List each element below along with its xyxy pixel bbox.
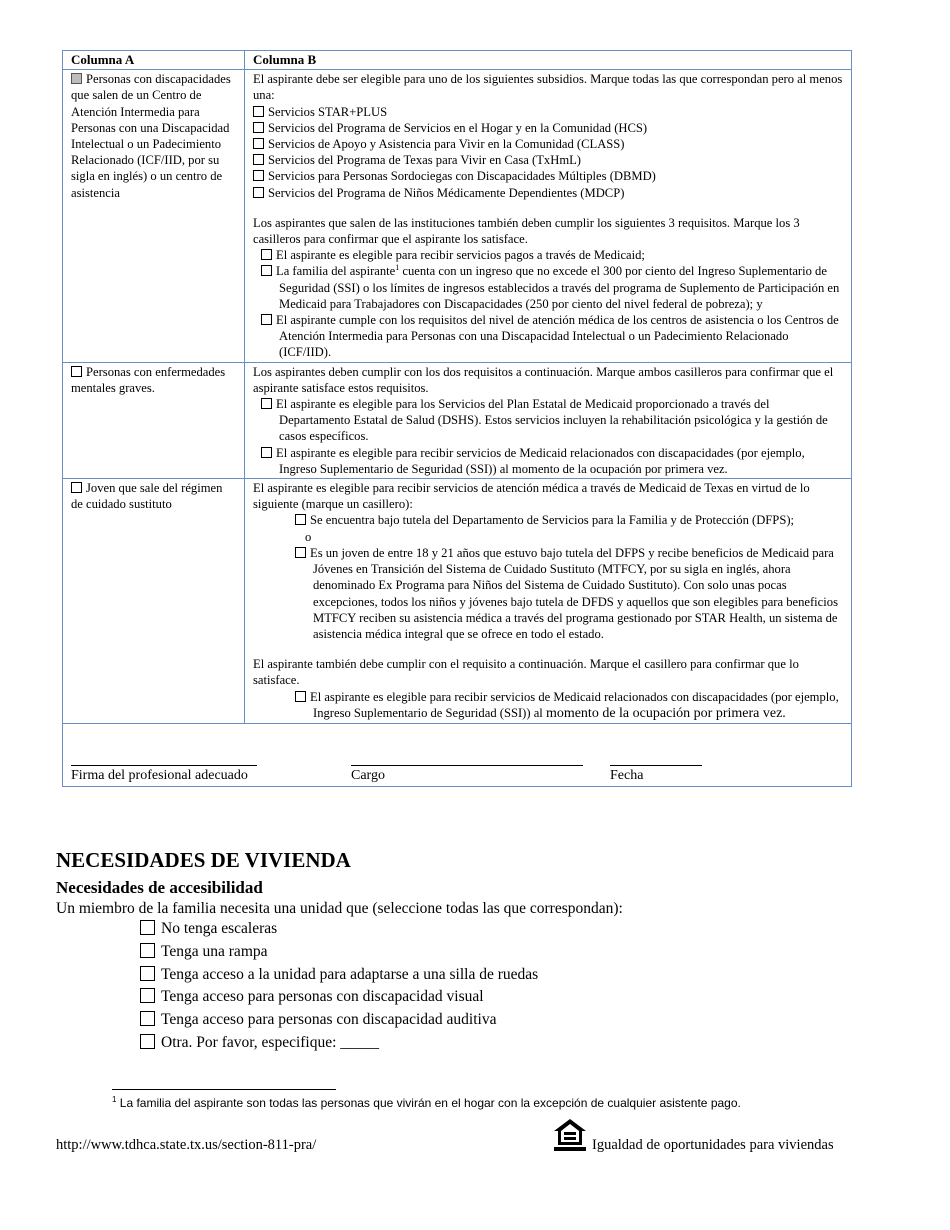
req-checkbox[interactable]	[261, 265, 272, 276]
row1-req2: La familia del aspirante$^1$ cuenta con un ingreso que no excede el 300 por ciento del Ingreso Suplementario de Seguridad (SSI) o los límites de ingresos establecidos a través del programa de Suplemento de Participación en Medicaid para Trabajadores con Discapacidades (250 por ciento del nivel federal de pobreza); y	[253, 263, 843, 312]
row1-category	[63, 70, 245, 362]
signature-line[interactable]	[71, 765, 257, 766]
accessibility-subtitle: Necesidades de accesibilidad	[56, 878, 263, 897]
accessibility-option: Tenga acceso para personas con discapacidad visual	[140, 986, 538, 1009]
accessibility-option: Tenga acceso a la unidad para adaptarse a una silla de ruedas	[140, 964, 538, 987]
req-checkbox[interactable]	[261, 447, 272, 458]
equal-housing-text: Igualdad de oportunidades para viviendas	[592, 1137, 834, 1153]
service-checkbox[interactable]	[253, 187, 264, 198]
row3-opt1: Se encuentra bajo tutela del Departamento de Servicios para la Familia y de Protección (DFPS);	[271, 512, 843, 528]
eligibility-table	[62, 50, 852, 787]
row3-req1: El aspirante es elegible para recibir servicios de Medicaid relacionados con discapacidades (por ejemplo, Ingreso Suplementario de Seguridad (SSI)) al momento de la ocupación por primera vez.	[271, 689, 843, 722]
req-checkbox[interactable]	[261, 249, 272, 260]
footnote-divider	[112, 1089, 336, 1090]
cargo-label: Cargo	[351, 767, 385, 783]
option-checkbox[interactable]	[140, 943, 155, 958]
row1-category-label: Personas con discapacidades que salen de un Centro de Atención Intermedia para Personas con una Discapacidad Intelectual o un Padecimiento Relacionado (ICF/IID, por su sigla en inglés) o un centro de asistencia	[71, 72, 231, 200]
signature-row	[63, 723, 852, 786]
column-a-header: Columna A	[63, 51, 245, 70]
option-checkbox[interactable]	[140, 966, 155, 981]
fecha-label: Fecha	[610, 767, 644, 783]
row2-req1: El aspirante es elegible para los Servicios del Plan Estatal de Medicaid proporcionado a través del Departamento Estatal de Salud (DSHS). Estos servicios incluyen la rehabilitación psicológica y la gestión de casos específicos.	[253, 396, 843, 445]
option-checkbox[interactable]	[295, 547, 306, 558]
row2-category	[63, 362, 245, 478]
service-option: Servicios del Programa de Niños Médicamente Dependientes (MDCP)	[253, 185, 843, 201]
option-checkbox[interactable]	[140, 988, 155, 1003]
row3-or: o	[305, 529, 312, 544]
row1-req1: El aspirante es elegible para recibir servicios pagos a través de Medicaid;	[253, 247, 843, 263]
column-b-header: Columna B	[245, 51, 852, 70]
service-checkbox[interactable]	[253, 154, 264, 165]
row1-intro: El aspirante debe ser elegible para uno de los siguientes subsidios. Marque todas las que correspondan pero al menos una:	[253, 72, 843, 103]
service-checkbox[interactable]	[253, 138, 264, 149]
row1-req-intro: Los aspirantes que salen de las instituciones también deben cumplir los siguientes 3 requisitos. Marque los 3 casilleros para confirmar que el aspirante los satisface.	[253, 215, 800, 247]
housing-title: NECESIDADES DE VIVIENDA	[56, 848, 351, 872]
row1-category-checkbox[interactable]	[71, 73, 82, 84]
row3-intro: El aspirante es elegible para recibir servicios de atención médica a través de Medicaid de Texas en virtud de lo siguiente (marque un casillero):	[253, 481, 810, 512]
accessibility-option: Tenga una rampa	[140, 941, 538, 964]
row2-category-label: Personas con enfermedades mentales graves.	[71, 364, 226, 395]
accessibility-option: Tenga acceso para personas con discapacidad auditiva	[140, 1009, 538, 1032]
row1-req3: El aspirante cumple con los requisitos del nivel de atención médica de los centros de asistencia o los Centros de Atención Intermedia para Personas con una Discapacidad Intelectual o un Padecimiento Relacionado (ICF/IID).	[253, 312, 843, 361]
row2-category-checkbox[interactable]	[71, 366, 82, 377]
row3-req-intro: El aspirante también debe cumplir con el requisito a continuación. Marque el casillero para confirmar que lo satisface.	[253, 657, 799, 688]
option-checkbox[interactable]	[140, 1034, 155, 1049]
footnote-ref: 1	[395, 263, 400, 273]
row3-opt2: Es un joven de entre 18 y 21 años que estuvo bajo tutela del DFPS y recibe beneficios de Medicaid para Jóvenes en Transición del Sistema de Cuidado Sustituto (MTFCY, por su sigla en inglés, ahora denominado Ex Programa para Niños del Sistema de Cuidado Sustituto). Con solo unas pocas excepciones, todos los niños y jóvenes bajo tutela de DFDS y aquellos que son elegibles para beneficios MTFCY reciben su asistencia médica a través del programa gestionado por STAR Health, un sistema de asistencia médica integral que se ofrece en todo el estado.	[271, 545, 843, 642]
accessibility-intro: Un miembro de la familia necesita una unidad que (seleccione todas las que correspondan):	[56, 900, 623, 917]
row2-req2: El aspirante es elegible para recibir servicios de Medicaid relacionados con discapacidades (por ejemplo, Ingreso Suplementario de Seguridad (SSI)) al momento de la ocupación por primera vez.	[253, 445, 843, 477]
service-checkbox[interactable]	[253, 170, 264, 181]
service-checkbox[interactable]	[253, 106, 264, 117]
row3-category	[63, 479, 245, 724]
service-option: Servicios del Programa de Servicios en el Hogar y en la Comunidad (HCS)	[253, 120, 843, 136]
fecha-line[interactable]	[610, 765, 702, 766]
service-option: Servicios STAR+PLUS	[253, 104, 843, 120]
option-checkbox[interactable]	[140, 1011, 155, 1026]
signature-label: Firma del profesional adecuado	[71, 767, 248, 783]
service-option: Servicios para Personas Sordociegas con Discapacidades Múltiples (DBMD)	[253, 168, 843, 184]
req-checkbox[interactable]	[295, 691, 306, 702]
footnote: $^1$ La familia del aspirante son todas las personas que vivirán en el hogar con la excepción de cualquier asistente pago.	[112, 1095, 741, 1110]
row3-requirements	[245, 479, 852, 724]
row3-category-checkbox[interactable]	[71, 482, 82, 493]
accessibility-options	[140, 918, 538, 1055]
row2-intro: Los aspirantes deben cumplir con los dos requisitos a continuación. Marque ambos casilleros para confirmar que el aspirante satisface estos requisitos.	[253, 364, 834, 395]
req-checkbox[interactable]	[261, 398, 272, 409]
row3-category-label: Joven que sale del régimen de cuidado sustituto	[71, 481, 223, 512]
option-checkbox[interactable]	[295, 514, 306, 525]
service-option: Servicios del Programa de Texas para Vivir en Casa (TxHmL)	[253, 152, 843, 168]
option-checkbox[interactable]	[140, 920, 155, 935]
accessibility-option: Otra. Por favor, especifique: _____	[140, 1032, 538, 1055]
footer-url[interactable]: http://www.tdhca.state.tx.us/section-811-pra/	[56, 1137, 317, 1153]
service-option: Servicios de Apoyo y Asistencia para Vivir en la Comunidad (CLASS)	[253, 136, 843, 152]
equal-housing-icon	[552, 1118, 588, 1152]
service-checkbox[interactable]	[253, 122, 264, 133]
accessibility-option: No tenga escaleras	[140, 918, 538, 941]
row1-requirements	[245, 70, 852, 362]
req-checkbox[interactable]	[261, 314, 272, 325]
row2-requirements	[245, 362, 852, 478]
cargo-line[interactable]	[351, 765, 583, 766]
